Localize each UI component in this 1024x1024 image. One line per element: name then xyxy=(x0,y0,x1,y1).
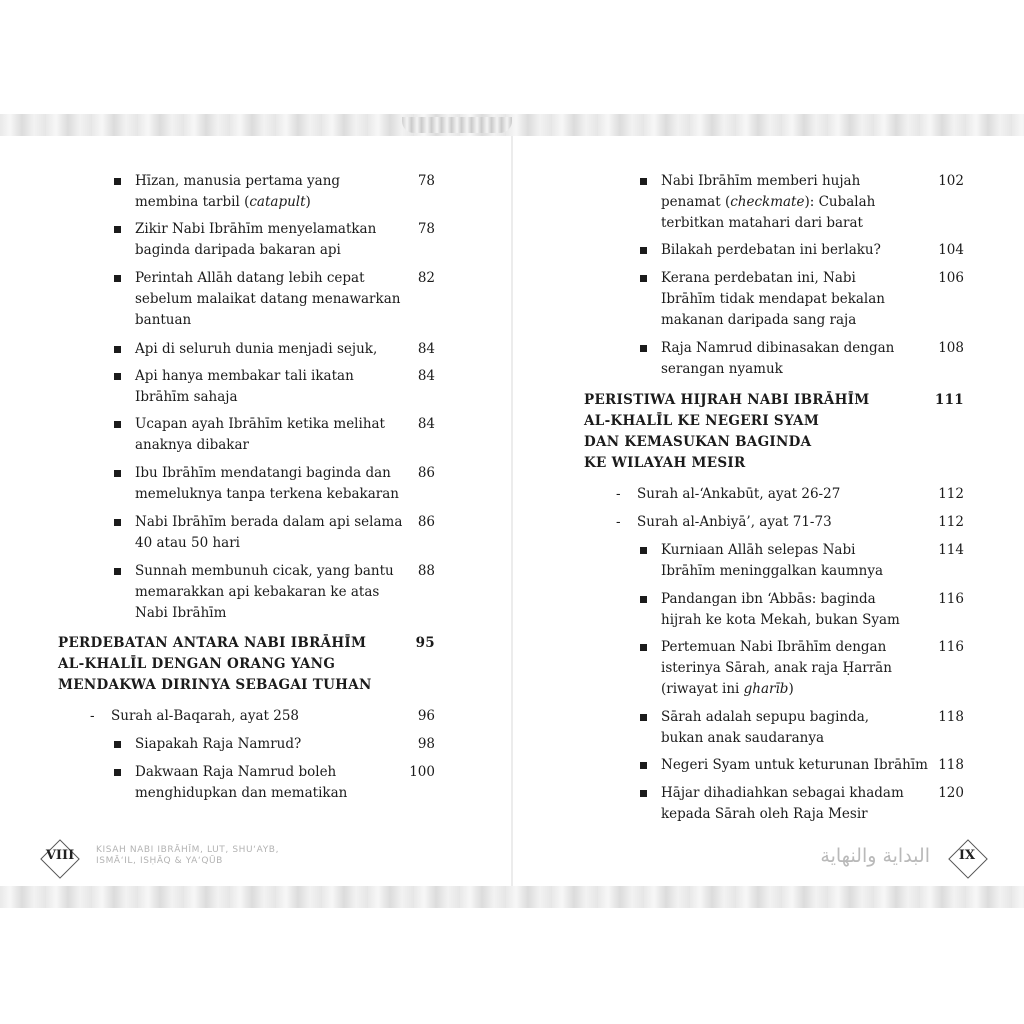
bottom-ornament-band xyxy=(0,886,1024,908)
toc-entry-line: 40 atau 50 hari xyxy=(135,535,240,551)
toc-page-number: 96 xyxy=(417,708,435,724)
book-title-calligraphy: البداية والنهاية xyxy=(820,845,930,867)
square-bullet-icon xyxy=(114,275,121,282)
book-title-logo xyxy=(812,840,932,870)
toc-page-number: 84 xyxy=(417,416,435,432)
toc-entry-line: Negeri Syam untuk keturunan Ibrāhīm xyxy=(661,757,928,773)
toc-entry-line: Ucapan ayah Ibrāhīm ketika melihat xyxy=(135,416,385,432)
toc-entry-line: Sārah adalah sepupu baginda, xyxy=(661,709,870,725)
toc-entry-line: baginda daripada bakaran api xyxy=(135,242,341,258)
toc-entry-line: PERDEBATAN ANTARA NABI IBRĀHĪM xyxy=(58,635,367,651)
toc-entry-line: bantuan xyxy=(135,312,192,328)
square-bullet-icon xyxy=(640,547,647,554)
square-bullet-icon xyxy=(640,644,647,651)
top-ornament-band xyxy=(0,114,1024,136)
square-bullet-icon xyxy=(114,373,121,380)
toc-entry-line: terbitkan matahari dari barat xyxy=(661,215,863,231)
toc-entry-line: penamat (checkmate): Cubalah xyxy=(661,194,876,210)
toc-entry-line: Perintah Allāh datang lebih cepat xyxy=(135,270,365,286)
toc-page-number: 102 xyxy=(938,173,964,189)
toc-entry-line: Kerana perdebatan ini, Nabi xyxy=(661,270,856,286)
square-bullet-icon xyxy=(114,470,121,477)
toc-entry-line: Sunnah membunuh cicak, yang bantu xyxy=(135,563,394,579)
toc-page-number: 95 xyxy=(415,635,435,651)
square-bullet-icon xyxy=(114,741,121,748)
running-head xyxy=(96,845,279,867)
toc-entry-line: kepada Sārah oleh Raja Mesir xyxy=(661,806,868,822)
toc-page-number: 88 xyxy=(417,563,435,579)
toc-entry-line: sebelum malaikat datang menawarkan xyxy=(135,291,401,307)
square-bullet-icon xyxy=(640,275,647,282)
toc-entry-line: Surah al-Baqarah, ayat 258 xyxy=(111,708,300,724)
toc-page-number: 116 xyxy=(938,591,964,607)
square-bullet-icon xyxy=(640,178,647,185)
toc-entry-line: KE WILAYAH MESIR xyxy=(584,455,746,471)
toc-entry-line: makanan daripada sang raja xyxy=(661,312,857,328)
running-head-line: ISMĀ‘IL, ISḤĀQ & YA‘QŪB xyxy=(96,856,223,866)
toc-entry-line: hijrah ke kota Mekah, bukan Syam xyxy=(661,612,900,628)
page-number-left: VIII xyxy=(45,848,75,863)
toc-entry-line: isterinya Sārah, anak raja Ḥarrān xyxy=(661,660,892,676)
toc-entry-line: bukan anak saudaranya xyxy=(661,730,825,746)
toc-page-number: 86 xyxy=(417,465,435,481)
toc-entry-line: Pandangan ibn ‘Abbās: baginda xyxy=(661,591,876,607)
square-bullet-icon xyxy=(640,596,647,603)
dash-marker: - xyxy=(90,708,95,724)
toc-page-number: 118 xyxy=(938,757,964,773)
toc-entry-line: Zikir Nabi Ibrāhīm menyelamatkan xyxy=(135,221,377,237)
toc-page-number: 84 xyxy=(417,368,435,384)
square-bullet-icon xyxy=(114,519,121,526)
square-bullet-icon xyxy=(640,714,647,721)
toc-entry-line: Hīzan, manusia pertama yang xyxy=(135,173,341,189)
square-bullet-icon xyxy=(114,769,121,776)
toc-entry-line: Ibu Ibrāhīm mendatangi baginda dan xyxy=(135,465,391,481)
dash-marker: - xyxy=(616,514,621,530)
toc-page-number: 104 xyxy=(938,242,964,258)
toc-entry-line: Bilakah perdebatan ini berlaku? xyxy=(661,242,881,258)
toc-entry-line: AL-KHALĪL KE NEGERI SYAM xyxy=(584,413,820,429)
toc-entry-line: membina tarbil (catapult) xyxy=(135,194,311,210)
dash-marker: - xyxy=(616,486,621,502)
toc-page-number: 116 xyxy=(938,639,964,655)
square-bullet-icon xyxy=(640,247,647,254)
toc-page-number: 84 xyxy=(417,341,435,357)
square-bullet-icon xyxy=(640,790,647,797)
square-bullet-icon xyxy=(114,421,121,428)
toc-entry-line: Api hanya membakar tali ikatan xyxy=(135,368,354,384)
toc-entry-line: memeluknya tanpa terkena kebakaran xyxy=(135,486,399,502)
toc-entry-line: memarakkan api kebakaran ke atas xyxy=(135,584,380,600)
toc-entry-line: Dakwaan Raja Namrud boleh xyxy=(135,764,337,780)
toc-entry-line: Ibrāhīm sahaja xyxy=(135,389,238,405)
toc-entry-line: Siapakah Raja Namrud? xyxy=(135,736,302,752)
square-bullet-icon xyxy=(114,568,121,575)
toc-entry-line: Nabi Ibrāhīm memberi hujah xyxy=(661,173,861,189)
toc-page-number: 82 xyxy=(417,270,435,286)
toc-page-number: 114 xyxy=(938,542,964,558)
toc-entry-line: Kurniaan Allāh selepas Nabi xyxy=(661,542,856,558)
toc-page-number: 106 xyxy=(938,270,964,286)
toc-page-number: 118 xyxy=(938,709,964,725)
square-bullet-icon xyxy=(640,345,647,352)
toc-entry-line: Nabi Ibrāhīm xyxy=(135,605,227,621)
toc-page-number: 78 xyxy=(417,173,435,189)
toc-entry-line: Nabi Ibrāhīm berada dalam api selama xyxy=(135,514,403,530)
toc-page-number: 78 xyxy=(417,221,435,237)
toc-entry-line: (riwayat ini gharīb) xyxy=(661,681,794,697)
toc-page-number: 112 xyxy=(938,514,964,530)
toc-entry-line: PERISTIWA HIJRAH NABI IBRĀHĪM xyxy=(584,392,870,408)
top-center-ornament xyxy=(402,117,512,133)
toc-entry-line: anaknya dibakar xyxy=(135,437,249,453)
square-bullet-icon xyxy=(640,762,647,769)
toc-entry-line: Raja Namrud dibinasakan dengan xyxy=(661,340,895,356)
toc-entry-line: Hājar dihadiahkan sebagai khadam xyxy=(661,785,904,801)
toc-page-number: 98 xyxy=(417,736,435,752)
toc-entry-line: menghidupkan dan mematikan xyxy=(135,785,348,801)
toc-entry-line: Ibrāhīm meninggalkan kaumnya xyxy=(661,563,884,579)
square-bullet-icon xyxy=(114,178,121,185)
toc-page-number: 108 xyxy=(938,340,964,356)
page-number-right: IX xyxy=(958,848,976,863)
toc-entry-line: Api di seluruh dunia menjadi sejuk, xyxy=(135,341,378,357)
toc-entry-line: MENDAKWA DIRINYA SEBAGAI TUHAN xyxy=(58,677,372,693)
toc-page-number: 120 xyxy=(938,785,964,801)
toc-page-number: 112 xyxy=(938,486,964,502)
toc-entry-line: Surah al-‘Ankabūt, ayat 26-27 xyxy=(637,486,841,502)
toc-page-number: 111 xyxy=(934,392,964,408)
toc-entry-line: serangan nyamuk xyxy=(661,361,783,377)
toc-page-number: 100 xyxy=(409,764,435,780)
toc-entry-line: AL-KHALĪL DENGAN ORANG YANG xyxy=(58,656,336,672)
square-bullet-icon xyxy=(114,346,121,353)
running-head-line: KISAH NABI IBRĀHĪM, LUT, SHU‘AYB, xyxy=(96,845,280,855)
toc-entry-line: DAN KEMASUKAN BAGINDA xyxy=(584,434,812,450)
toc-page-number: 86 xyxy=(417,514,435,530)
square-bullet-icon xyxy=(114,226,121,233)
toc-entry-line: Pertemuan Nabi Ibrāhīm dengan xyxy=(661,639,887,655)
toc-entry-line: Ibrāhīm tidak mendapat bekalan xyxy=(661,291,885,307)
toc-entry-line: Surah al-Anbiyā’, ayat 71-73 xyxy=(637,514,832,530)
book-gutter xyxy=(511,136,513,886)
